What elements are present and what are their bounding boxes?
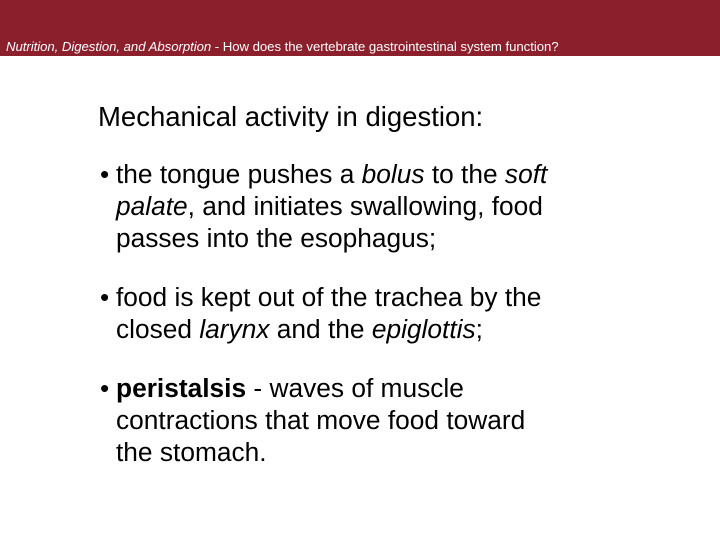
bullet-line (116, 372, 700, 404)
bullet-line (116, 158, 700, 190)
term-palate: palate (116, 191, 188, 221)
header-text (6, 39, 718, 55)
text-run: food is kept out of the trachea by the (116, 282, 542, 312)
term-peristalsis: peristalsis (116, 373, 247, 403)
header-question: How does the vertebrate gastrointestinal system function? (222, 39, 559, 54)
bullet-line (116, 281, 700, 313)
bullet-glyph: • (100, 159, 110, 189)
text-run: the tongue pushes a (116, 159, 362, 189)
text-run: to the (424, 159, 505, 189)
bullet-item (100, 158, 700, 254)
text-run: - waves of muscle (246, 373, 464, 403)
header-topic: Nutrition, Digestion, and Absorption (6, 39, 212, 54)
header-bar (0, 0, 720, 56)
text-run: , and initiates swallowing, food (187, 191, 543, 221)
bullet-item (100, 372, 700, 468)
term-larynx: larynx (199, 314, 270, 344)
text-run: passes into the esophagus; (116, 223, 437, 253)
text-run: contractions that move food toward (116, 405, 526, 435)
text-run: the stomach. (116, 437, 267, 467)
bullet-item (100, 281, 700, 345)
text-run: closed (116, 314, 200, 344)
bullet-line (116, 404, 700, 436)
term-epiglottis: epiglottis (371, 314, 476, 344)
term-soft: soft (504, 159, 548, 189)
text-run: ; (475, 314, 483, 344)
bullet-line (116, 313, 700, 345)
bullet-line (116, 222, 700, 254)
text-run: and the (269, 314, 372, 344)
bullet-list (100, 158, 700, 468)
bullet-line (116, 436, 700, 468)
bullet-glyph: • (100, 373, 110, 403)
bullet-glyph: • (100, 282, 110, 312)
header-separator: - (211, 39, 223, 54)
slide-title: Mechanical activity in digestion: (98, 101, 484, 132)
term-bolus: bolus (361, 159, 425, 189)
bullet-line (116, 190, 700, 222)
